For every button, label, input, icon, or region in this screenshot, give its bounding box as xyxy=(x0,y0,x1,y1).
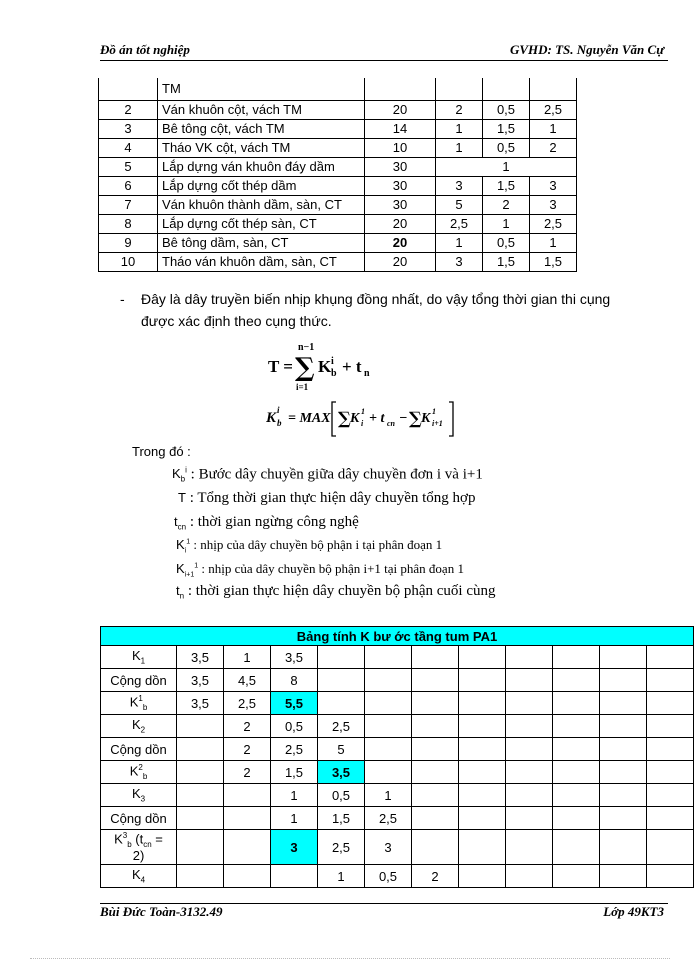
table-cell xyxy=(506,807,553,830)
table-row: 7 Ván khuôn thành dầm, sàn, CT 30 5 2 3 xyxy=(99,196,577,215)
table-cell xyxy=(647,784,694,807)
table-cell xyxy=(647,738,694,761)
table-cell: 3,5 xyxy=(177,692,224,715)
table-row xyxy=(101,761,694,784)
svg-text:K: K xyxy=(421,411,431,426)
table-row: 4 Tháo VK cột, vách TM 10 1 0,5 2 xyxy=(99,139,577,158)
definition-tcn: $t_{cn}$ : thời gian ngừng công nghệ xyxy=(174,514,359,532)
table-cell xyxy=(506,830,553,865)
table-row: 9 Bê tông dầm, sàn, CT 20 1 0,5 1 xyxy=(99,234,577,253)
table-cell xyxy=(459,646,506,669)
table-cell xyxy=(553,669,600,692)
table-cell xyxy=(412,669,459,692)
table-cell xyxy=(600,738,647,761)
svg-text:T =: T = xyxy=(268,357,293,376)
row-label: $K^2_b$ xyxy=(101,761,177,784)
table-cell xyxy=(459,784,506,807)
table-cell: 1 xyxy=(224,646,271,669)
table-cell: 2,5 xyxy=(224,692,271,715)
table-cell xyxy=(177,807,224,830)
table-cell: 2 xyxy=(224,738,271,761)
table-cell xyxy=(459,715,506,738)
table-cell xyxy=(600,669,647,692)
svg-text:−: − xyxy=(399,411,408,426)
table-cell xyxy=(553,807,600,830)
table-cell xyxy=(553,761,600,784)
row-label: $K_4$ xyxy=(101,865,177,888)
table-row xyxy=(101,830,694,865)
table-cell: 0,5 xyxy=(318,784,365,807)
table-row xyxy=(101,715,694,738)
table-cell xyxy=(647,807,694,830)
svg-text:i+1: i+1 xyxy=(432,419,443,428)
table-cell xyxy=(412,646,459,669)
svg-text:∑: ∑ xyxy=(295,353,315,383)
table-cell xyxy=(412,807,459,830)
table-row: TM xyxy=(99,78,577,101)
table-cell xyxy=(459,865,506,888)
table-cell xyxy=(224,784,271,807)
table-cell xyxy=(365,761,412,784)
definition-ki: $K_i^1$ : nhịp của dây chuyền bộ phận i tại phân đoạn 1 xyxy=(176,537,443,555)
svg-text:i: i xyxy=(331,356,334,367)
table-row xyxy=(101,784,694,807)
paragraph-text: Đây là dây truyền biến nhịp khụng đồng nhất, do vậy tổng thời gian thi cụng được xác định theo cụng thức. xyxy=(141,291,611,329)
svg-text:∑: ∑ xyxy=(338,409,351,429)
svg-text:+ t: + t xyxy=(369,411,385,426)
table-cell: 3,5 xyxy=(177,669,224,692)
table-cell xyxy=(365,738,412,761)
table-cell: 8 xyxy=(271,669,318,692)
table-cell: 0,5 xyxy=(271,715,318,738)
table-cell xyxy=(600,830,647,865)
table-cell xyxy=(600,761,647,784)
table-row xyxy=(101,807,694,830)
svg-text:cn: cn xyxy=(387,419,395,428)
row-label: $K_1$ xyxy=(101,646,177,669)
table-cell xyxy=(506,692,553,715)
table-cell: 1,5 xyxy=(271,761,318,784)
svg-text:n−1: n−1 xyxy=(298,342,315,353)
table-cell xyxy=(553,738,600,761)
table-cell xyxy=(365,715,412,738)
definition-text: : Tổng thời gian thực hiện dây chuyền tổng hợp xyxy=(189,490,476,506)
table-cell xyxy=(553,784,600,807)
table-cell: 5 xyxy=(318,738,365,761)
header-advisor: GVHD: TS. Nguyễn Văn Cự xyxy=(509,42,664,57)
table-cell xyxy=(553,646,600,669)
svg-text:= MAX: = MAX xyxy=(288,411,331,426)
svg-text:i: i xyxy=(277,405,280,415)
table-cell xyxy=(318,692,365,715)
definition-t: T : Tổng thời gian thực hiện dây chuyền tổng hợp xyxy=(178,490,476,506)
row-label: Cộng dồn xyxy=(101,807,177,830)
table-cell: 2,5 xyxy=(271,738,318,761)
definition-text: : thời gian thực hiện dây chuyền bộ phận cuối cùng xyxy=(187,583,496,599)
table-cell: 2 xyxy=(224,715,271,738)
table-cell xyxy=(459,807,506,830)
row-label: $K^3_b$ ($t_{cn}$ = 2) xyxy=(101,830,177,865)
task-table xyxy=(98,78,577,272)
table-cell xyxy=(318,669,365,692)
table-cell: 3,5 xyxy=(271,646,318,669)
table-cell xyxy=(177,784,224,807)
table-cell xyxy=(506,738,553,761)
table-cell xyxy=(412,784,459,807)
table-row: 3 Bê tông cột, vách TM 14 1 1,5 1 xyxy=(99,120,577,139)
svg-text:i: i xyxy=(361,419,364,428)
table-cell xyxy=(600,865,647,888)
page-footer xyxy=(100,903,668,925)
definition-text: : thời gian ngừng công nghệ xyxy=(189,514,359,530)
table-cell xyxy=(600,807,647,830)
table-cell xyxy=(647,830,694,865)
table-cell: 2 xyxy=(224,761,271,784)
table-cell: 3,5 xyxy=(318,761,365,784)
table-cell xyxy=(459,692,506,715)
svg-text:K: K xyxy=(350,411,360,426)
svg-text:i=1: i=1 xyxy=(296,382,309,392)
table-cell xyxy=(506,646,553,669)
table-cell xyxy=(412,715,459,738)
table-row xyxy=(101,692,694,715)
table-cell xyxy=(553,715,600,738)
svg-text:b: b xyxy=(331,368,337,379)
table-cell xyxy=(647,715,694,738)
table-row xyxy=(101,669,694,692)
k-step-table xyxy=(100,626,694,888)
table-row: 8 Lắp dựng cốt thép sàn, CT 20 2,5 1 2,5 xyxy=(99,215,577,234)
svg-text:K: K xyxy=(266,410,277,426)
table-cell xyxy=(600,692,647,715)
bullet-dash: - xyxy=(120,291,125,307)
table-cell xyxy=(506,865,553,888)
formula-total-time xyxy=(268,340,388,394)
table-cell: 2 xyxy=(412,865,459,888)
footer-author: Bùi Đức Toàn-3132.49 xyxy=(100,904,223,919)
table-cell: 2,5 xyxy=(365,807,412,830)
table-cell: 5,5 xyxy=(271,692,318,715)
table-cell xyxy=(600,784,647,807)
table-cell: 2,5 xyxy=(318,830,365,865)
svg-text:K: K xyxy=(318,357,332,376)
table-cell xyxy=(553,692,600,715)
table-cell xyxy=(224,865,271,888)
table-row: 2 Ván khuôn cột, vách TM 20 2 0,5 2,5 xyxy=(99,101,577,120)
table-cell xyxy=(412,738,459,761)
svg-text:b: b xyxy=(277,418,282,428)
definition-tn: $t_n$ : thời gian thực hiện dây chuyền bộ phận cuối cùng xyxy=(176,583,496,601)
table-row xyxy=(101,865,694,888)
table-cell xyxy=(506,761,553,784)
table-cell xyxy=(459,761,506,784)
table-cell xyxy=(647,865,694,888)
table-cell xyxy=(365,646,412,669)
header-title: Đồ án tốt nghiệp xyxy=(100,42,190,57)
row-label: Cộng dồn xyxy=(101,738,177,761)
table-row xyxy=(101,646,694,669)
table-cell xyxy=(412,761,459,784)
page-header xyxy=(100,42,668,61)
table-cell xyxy=(647,646,694,669)
table-cell: 3 xyxy=(271,830,318,865)
row-label: $K_2$ xyxy=(101,715,177,738)
table-cell xyxy=(647,692,694,715)
table-cell xyxy=(553,865,600,888)
table-cell: 3,5 xyxy=(177,646,224,669)
table-cell xyxy=(459,669,506,692)
table-cell: 4,5 xyxy=(224,669,271,692)
table-cell: 1 xyxy=(271,784,318,807)
table-cell xyxy=(412,692,459,715)
table-title-row xyxy=(101,627,694,646)
formula-step-k xyxy=(266,396,486,442)
table-cell xyxy=(600,715,647,738)
table-cell xyxy=(506,715,553,738)
svg-text:1: 1 xyxy=(361,407,365,416)
table-cell xyxy=(177,715,224,738)
definition-text: : nhịp của dây chuyền bộ phận i tại phân đoạn 1 xyxy=(193,537,443,552)
table-cell: 2,5 xyxy=(318,715,365,738)
table-cell: 1 xyxy=(318,865,365,888)
table-row: 5 Lắp dựng ván khuôn đáy dầm 30 1 xyxy=(99,158,577,177)
table-cell xyxy=(177,830,224,865)
table-cell: 0,5 xyxy=(365,865,412,888)
definition-ki1: $K_{i+1}^1$ : nhịp của dây chuyền bộ phận i+1 tại phân đoạn 1 xyxy=(176,561,464,579)
table-cell xyxy=(365,692,412,715)
svg-text:1: 1 xyxy=(432,407,436,416)
row-label: $K_3$ xyxy=(101,784,177,807)
table-row xyxy=(101,738,694,761)
table-cell xyxy=(553,830,600,865)
footer-class: Lớp 49KT3 xyxy=(603,904,664,919)
definition-text: : Bước dây chuyền giữa dây chuyền đơn i và i+1 xyxy=(190,466,483,483)
table-cell xyxy=(412,830,459,865)
table-cell xyxy=(271,865,318,888)
table-cell xyxy=(177,865,224,888)
where-label: Trong đó : xyxy=(132,444,191,459)
definition-kb: $K_b^i$ : Bước dây chuyền giữa dây chuyền đơn i và i+1 xyxy=(172,466,483,484)
table-cell xyxy=(177,761,224,784)
svg-text:+ t: + t xyxy=(342,357,362,376)
table-cell xyxy=(318,646,365,669)
table-cell xyxy=(177,738,224,761)
table-cell: 1 xyxy=(271,807,318,830)
svg-text:∑: ∑ xyxy=(409,409,422,429)
definition-text: : nhịp của dây chuyền bộ phận i+1 tại phân đoạn 1 xyxy=(201,561,464,576)
table-cell xyxy=(224,830,271,865)
table-cell: 1 xyxy=(365,784,412,807)
table-cell xyxy=(224,807,271,830)
table-cell xyxy=(459,830,506,865)
table-title: Bảng tính K bư ớc tầng tum PA1 xyxy=(101,627,694,646)
table-cell: 1,5 xyxy=(318,807,365,830)
table-row: 6 Lắp dựng cốt thép dầm 30 3 1,5 3 xyxy=(99,177,577,196)
table-cell xyxy=(600,646,647,669)
table-cell xyxy=(459,738,506,761)
table-cell xyxy=(647,669,694,692)
table-cell xyxy=(506,669,553,692)
svg-text:n: n xyxy=(364,368,370,379)
page-break-line xyxy=(30,958,670,959)
table-row: 10 Tháo ván khuôn dầm, sàn, CT 20 3 1,5 1,5 xyxy=(99,253,577,272)
table-cell xyxy=(647,761,694,784)
row-label: Cộng dồn xyxy=(101,669,177,692)
table-cell xyxy=(506,784,553,807)
row-label: $K^1_b$ xyxy=(101,692,177,715)
table-cell: 3 xyxy=(365,830,412,865)
table-cell xyxy=(365,669,412,692)
